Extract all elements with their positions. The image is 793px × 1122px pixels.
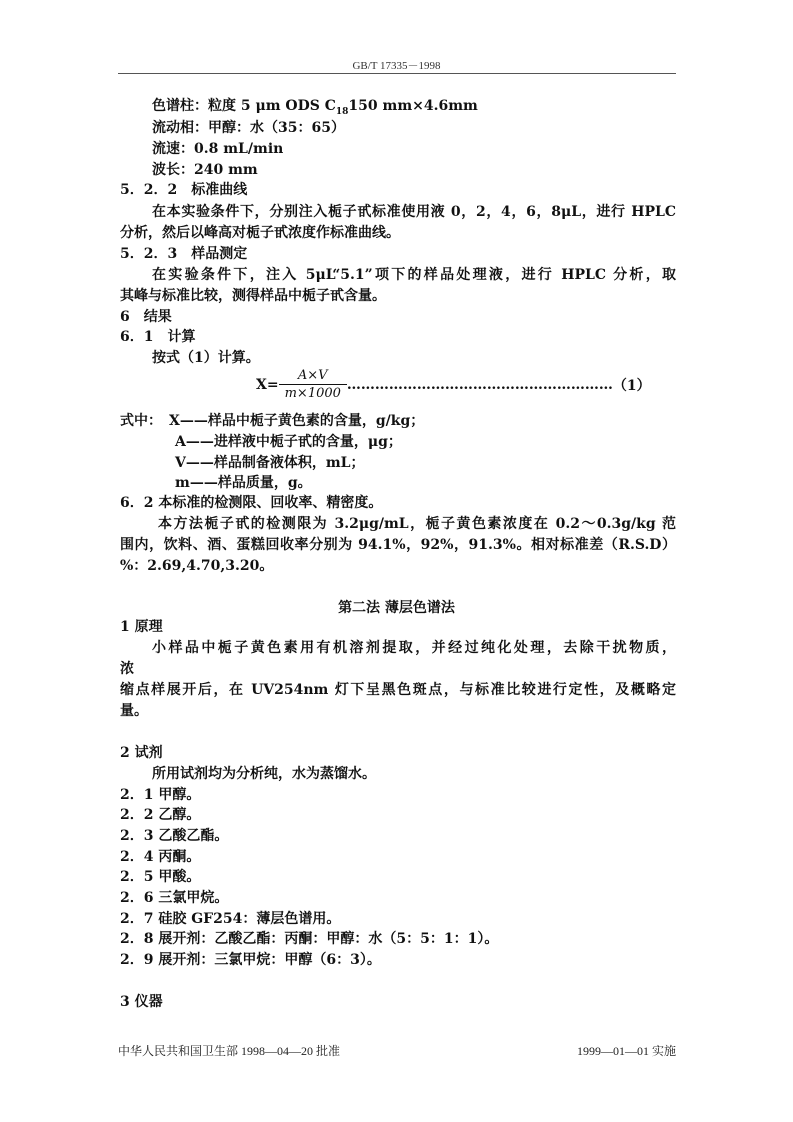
formula-number: （1） xyxy=(612,377,651,394)
heading-5-2-2: 5．2．2 标准曲线 xyxy=(120,182,248,198)
formula-1 xyxy=(256,368,651,401)
variable-definition: V——样品制备液体积，mL； xyxy=(175,455,365,471)
paragraph-line: 其峰与标准比较，测得样品中栀子甙含量。 xyxy=(120,288,386,304)
formula-denominator: m×1000 xyxy=(284,386,341,401)
column-spec-line: 色谱柱：粒度 5 μm ODS $C_{18}150$ mm×4.6mm xyxy=(152,98,478,117)
paragraph-line: 量。 xyxy=(120,703,148,719)
reagent-item: 2．1 甲醇。 xyxy=(120,787,201,803)
paragraph-line: 分析，然后以峰高对栀子甙浓度作标准曲线。 xyxy=(120,225,400,241)
heading-instruments: 3 仪器 xyxy=(120,994,163,1010)
reagent-item: 2．8 展开剂：乙酸乙酯：丙酮：甲醇：水（5：5：1：1）。 xyxy=(120,931,499,947)
section-title: 第二法 薄层色谱法 xyxy=(338,600,455,616)
paragraph-line: 围内，饮料、酒、蛋糕回收率分别为 94.1%，92%，91.3%。相对标准差（R.S.D） xyxy=(120,537,676,553)
header-rule xyxy=(118,73,676,74)
variable-definition: 式中： X——样品中栀子黄色素的含量，g/kg； xyxy=(120,413,425,429)
paragraph-line: 在本实验条件下，分别注入栀子甙标准使用液 0，2，4，6，8μL，进行 HPLC xyxy=(152,204,676,220)
reagent-item: 2．5 甲酸。 xyxy=(120,869,201,885)
paragraph-line: 在实验条件下，注入 5μL“5.1”项下的样品处理液，进行 HPLC 分析，取 xyxy=(152,267,676,283)
variable-definition: A——进样液中栀子甙的含量，μg； xyxy=(175,434,402,450)
paragraph-line: 本方法栀子甙的检测限为 3.2μg/mL，栀子黄色素浓度在 0.2～0.3g/kg 范 xyxy=(158,516,676,532)
heading-6: 6 结果 xyxy=(120,309,172,325)
heading-5-2-3: 5．2．3 样品测定 xyxy=(120,246,248,262)
paragraph-line: 所用试剂均为分析纯，水为蒸馏水。 xyxy=(152,766,376,782)
page-header: GB/T 17335－1998 xyxy=(352,60,441,72)
formula-numerator: A×V xyxy=(279,368,347,385)
paragraph-line: 小样品中栀子黄色素用有机溶剂提取，并经过纯化处理，去除干扰物质， xyxy=(152,640,676,656)
formula-leader-dots: ………………………………………………… xyxy=(346,376,613,393)
mobile-phase-line: 流动相：甲醇：水（35：65） xyxy=(152,120,345,136)
formula-fraction xyxy=(279,368,347,401)
paragraph-line: 按式（1）计算。 xyxy=(152,350,260,366)
reagent-item: 2．7 硅胶 GF254：薄层色谱用。 xyxy=(120,911,341,927)
paragraph-line: %：2.69,4.70,3.20。 xyxy=(120,558,274,574)
variable-definition: m——样品质量，g。 xyxy=(175,475,312,491)
reagent-item: 2．4 丙酮。 xyxy=(120,849,201,865)
reagent-item: 2．3 乙酸乙酯。 xyxy=(120,828,229,844)
heading-6-1: 6．1 计算 xyxy=(120,329,196,345)
wavelength-line: 波长：240 mm xyxy=(152,162,258,178)
footer-effective-date: 1999—01—01 实施 xyxy=(577,1044,677,1058)
reagent-item: 2．2 乙醇。 xyxy=(120,807,201,823)
heading-reagents: 2 试剂 xyxy=(120,745,163,761)
reagent-item: 2．6 三氯甲烷。 xyxy=(120,890,229,906)
formula-lhs: X= xyxy=(256,376,279,393)
subscript: 18 xyxy=(335,106,349,117)
footer-approval: 中华人民共和国卫生部 1998—04—20 批准 xyxy=(118,1044,341,1058)
reagent-item: 2．9 展开剂：三氯甲烷：甲醇（6：3）。 xyxy=(120,952,381,968)
flow-rate-line: 流速：0.8 mL/min xyxy=(152,141,284,157)
paragraph-line: 缩点样展开后，在 UV254nm 灯下呈黑色斑点，与标准比较进行定性，及概略定 xyxy=(120,682,676,698)
heading-principle: 1 原理 xyxy=(120,619,163,635)
paragraph-line: 浓 xyxy=(120,661,134,677)
heading-6-2: 6．2 本标准的检测限、回收率、精密度。 xyxy=(120,495,383,511)
